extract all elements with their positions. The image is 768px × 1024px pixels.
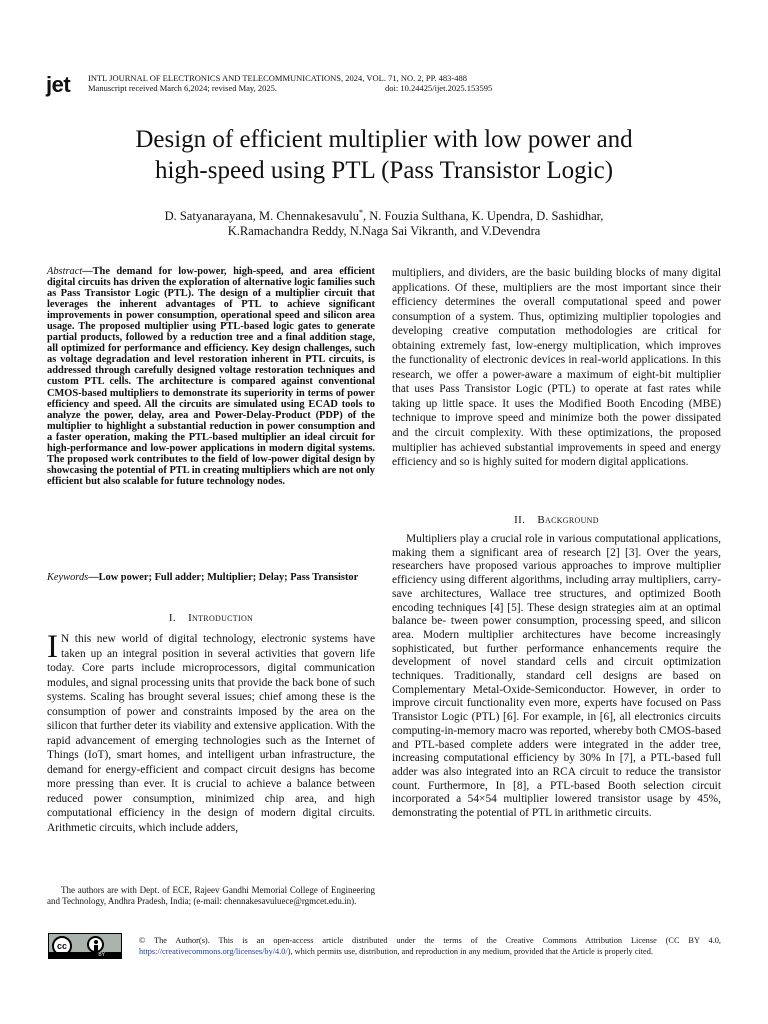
license-text-b: ), which permits use, distribution, and reproduction in any medium, provided that the Article is properly cited. (287, 946, 653, 956)
manuscript-dates: Manuscript received March 6,2024; revised May, 2025. (88, 83, 277, 93)
abstract-text: —The demand for low-power, high-speed, and area efficient digital circuits has driven the exploration of alternative logic families such as Pass Transistor Logic (PTL). The design of a multiplier circuit that leverages the inherent advantages of PTL to achieve significant improvements in power consumption, operational speed and silicon area usage. The proposed multiplier using PTL-based logic gates to generate partial products, followed by a reduction tree and a final addition stage, all optimized for performance and efficiency. Key design challenges, such as voltage degradation and level restoration inherent in PTL circuits, is addressed through carefully designed voltage restoration techniques and custom PTL cells. The architecture is compared against conventional CMOS-based multipliers to demonstrate its superiority in terms of power efficiency and speed. All the circuits are simulated using ECAD tools to analyze the power, delay, area and Power-Delay-Product (PDP) of the multiplier to highlight a substantial reduction in power consumption and a faster operation, making the PTL-based multiplier an ideal circuit for high-performance and low-power applications in modern digital systems. The proposed work contributes to the field of low-power digital design by showcasing the potential of PTL in creating multipliers which are not only efficient but also scalable for future technology nodes. (47, 266, 375, 487)
abstract (47, 266, 375, 487)
keywords-text: —Low power; Full adder; Multiplier; Delay; Pass Transistor (88, 572, 359, 583)
attribution-person-icon (87, 936, 104, 953)
authors-line-1-b: , N. Fouzia Sulthana, K. Upendra, D. Sashidhar, (362, 209, 604, 224)
author-list (0, 205, 768, 239)
authors-line-1-a: D. Satyanarayana, M. Chennakesavulu (164, 209, 359, 224)
paper-title (0, 124, 768, 186)
background-body: Multipliers play a crucial role in various computational applications, making them a significant area of research [2] [3]. Over the years, researchers have proposed various approaches to improve multiplier efficiency using different algorithms, including array multipliers, carry-save architectures, Wallace tree structures, and optimized Booth encoding techniques [4] [5]. These design strategies aim at an optimal balance be- tween power consumption, processing speed, and silicon area. Modern multiplier architectures have become increasingly sophisticated, but further performance enhancements require the development of novel standard cells and circuit optimization techniques. Traditionally, standard cell designs are based on Complementary Metal-Oxide-Semiconductor. However, in order to improve circuit functionality even more, experts have focused on Pass Transistor Logic (PTL) [6]. For example, in [6], all electronics circuits computing-in-memory macro was reported, whereby both CMOS-based and PTL-based complete adders were integrated in the adder tree, increasing computational efficiency by 30% In [7], a PTL-based full adder was also integrated into an RCA circuit to reduce the transistor count. Furthermore, In [8], a PTL-based Booth selection circuit incorporated a 54×54 multiplier lowered transistor usage by 45%, demonstrating the potential of PTL in arithmetic circuits. (392, 533, 721, 820)
author-affiliation-footnote: The authors are with Dept. of ECE, Rajeev Gandhi Memorial College of Engineering and Technology, Andhra Pradesh, India; (e-mail: chennakesavuluece@rgmcet.edu.in). (47, 885, 375, 906)
keywords-label: Keywords (47, 572, 89, 583)
introduction-continued: multipliers, and dividers, are the basic building blocks of many digital applications. Of these, multipliers are the most important since their efficiency determines the overall computational speed and power consumption of a system. Thus, optimizing multiplier topologies and developing creative computation methodologies are critical for obtaining extremely fast, low-energy multiplication, which improves the functionality of electronic devices in real-world applications. In this research, we offer a power-aware a maximum of eight-bit multiplier that uses Pass Transistor Logic (PTL) to operate at fast rates while taking up little space. It uses the Modified Booth Encoding (MBE) technique to improve speed and minimize both the power dissipated and the circuit complexity. With these optimizations, the proposed multiplier has achieved substantial improvements in speed and energy efficiency and so is highly suited for modern digital applications. (392, 267, 721, 469)
creative-commons-badge[interactable] (48, 933, 122, 959)
authors-line-1 (0, 205, 768, 224)
section-heading-background (392, 514, 721, 526)
by-label: BY (49, 952, 121, 958)
journal-header (46, 70, 506, 98)
section-heading-introduction (47, 612, 375, 624)
section-number: I. (168, 612, 176, 624)
abstract-label: Abstract (47, 266, 83, 277)
title-line-1: Design of efficient multiplier with low power and (135, 126, 633, 153)
license-text-a: © The Author(s). This is an open-access article distributed under the terms of the Creative Commons Attribution License (CC BY 4.0, (139, 936, 721, 945)
section-number: II. (514, 514, 526, 526)
journal-logo: jet (46, 72, 71, 97)
journal-citation-line: INTL JOURNAL OF ELECTRONICS AND TELECOMMUNICATIONS, 2024, VOL. 71, NO. 2, PP. 483-488 (88, 73, 467, 83)
corresponding-author-mark: * (358, 208, 363, 217)
drop-cap: I (47, 629, 58, 665)
section-title: Introduction (188, 612, 254, 624)
cc-icon: cc (52, 936, 72, 956)
authors-line-2: K.Ramachandra Reddy, N.Naga Sai Vikranth, and V.Devendra (227, 224, 541, 239)
section-title: Background (537, 514, 599, 526)
introduction-text: N this new world of digital technology, electronic systems have taken up an integral position in several activities that govern life today. Core parts include microprocessors, digital communication modules, and signal processing units that provide the back bone of such systems. Scaling has brought several issues; chief among these is the consumption of power and constraints imposed by the area on the silicon that further deter its viability and extensive application. With the rapid advancement of emerging technologies such as the Internet of Things (IoT), smart homes, and intelligent urban infrastructure, the demand for energy-efficient and compact circuit designs has become more pressing than ever. It is crucial to achieve a balance between reduced power consumption, minimized chip area, and high computational efficiency in the design of modern digital circuits. Arithmetic circuits, which include adders, (47, 633, 375, 834)
introduction-body (47, 629, 375, 835)
keywords (47, 572, 375, 585)
license-link[interactable]: https://creativecommons.org/licenses/by/4.0/ (139, 946, 288, 956)
title-line-2: high-speed using PTL (Pass Transistor Logic) (154, 157, 614, 184)
license-notice (139, 936, 721, 957)
doi-link[interactable]: doi: 10.24425/ijet.2025.153595 (385, 83, 493, 93)
